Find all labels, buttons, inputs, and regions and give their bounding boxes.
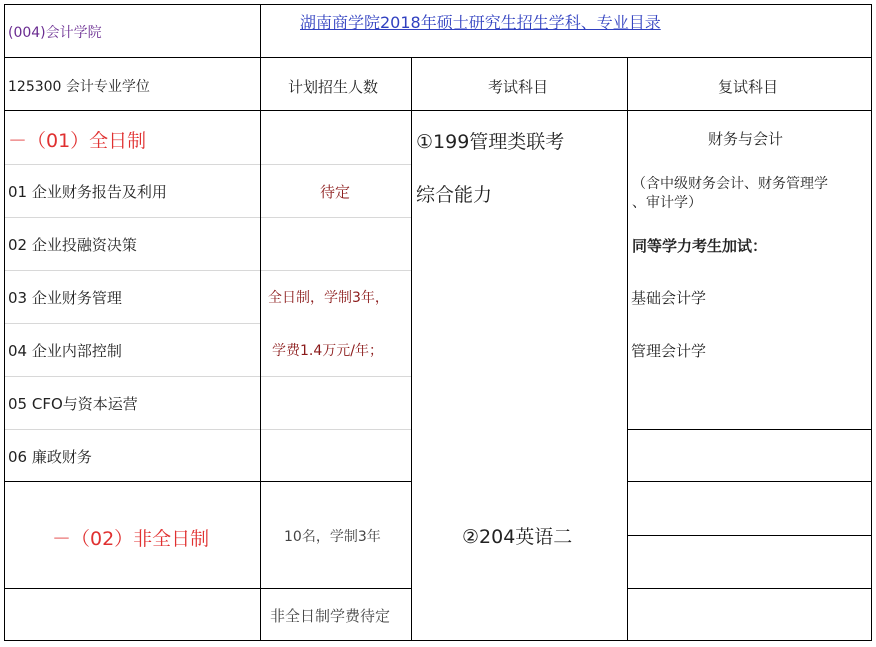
part-time-label: －（02）非全日制 — [52, 528, 210, 550]
table-border — [4, 588, 412, 589]
full-time-label: －（01）全日制 — [8, 130, 147, 152]
direction-item: 06 廉政财务 — [8, 448, 92, 466]
table-border — [4, 640, 872, 641]
table-border — [411, 57, 412, 641]
grid-line — [5, 164, 260, 165]
table-border — [4, 4, 872, 5]
plan-tuition: 学费1.4万元/年； — [272, 343, 383, 359]
direction-item: 01 企业财务报告及利用 — [8, 183, 167, 201]
retest-extra-item: 管理会计学 — [631, 342, 707, 360]
table-border — [628, 535, 872, 536]
plan-status: 待定 — [320, 183, 351, 201]
program-header: 125300 会计专业学位 — [8, 79, 150, 95]
table-border — [260, 4, 261, 641]
exam-subject-1: ①199管理类联考 — [416, 131, 565, 153]
grid-line — [5, 323, 260, 324]
retest-header: 复试科目 — [718, 78, 779, 96]
grid-line — [261, 376, 411, 377]
table-border — [627, 57, 628, 641]
plan-header: 计划招生人数 — [288, 78, 379, 96]
part-time-plan: 10名，学制3年 — [284, 529, 381, 545]
grid-line — [5, 270, 260, 271]
college-label: (004)会计学院 — [8, 25, 102, 41]
grid-line — [5, 429, 260, 430]
table-border — [628, 481, 872, 482]
direction-item: 04 企业内部控制 — [8, 342, 122, 360]
direction-item: 05 CFO与资本运营 — [8, 395, 138, 413]
table-border — [4, 481, 412, 482]
grid-line — [261, 429, 411, 430]
catalog-title-link[interactable]: 湖南商学院2018年硕士研究生招生学科、专业目录 — [300, 13, 661, 32]
grid-line — [261, 164, 411, 165]
table-border — [628, 588, 872, 589]
table-border — [628, 429, 872, 430]
plan-duration: 全日制，学制3年， — [268, 290, 389, 306]
retest-main: 财务与会计 — [708, 130, 784, 148]
exam-header: 考试科目 — [488, 78, 549, 96]
table-border — [4, 110, 872, 111]
grid-line — [5, 217, 260, 218]
retest-note: 、审计学） — [632, 195, 702, 211]
grid-line — [5, 376, 260, 377]
retest-extra-label: 同等学力考生加试： — [632, 237, 768, 255]
retest-extra-item: 基础会计学 — [631, 289, 707, 307]
part-time-tuition: 非全日制学费待定 — [270, 607, 391, 625]
exam-subject-1-cont: 综合能力 — [416, 184, 493, 206]
grid-line — [261, 217, 411, 218]
retest-note: （含中级财务会计、财务管理学 — [632, 176, 828, 192]
table-border — [4, 57, 872, 58]
direction-item: 03 企业财务管理 — [8, 289, 122, 307]
direction-item: 02 企业投融资决策 — [8, 236, 137, 254]
grid-line — [261, 270, 411, 271]
exam-subject-2: ②204英语二 — [462, 526, 573, 548]
table-border — [4, 4, 5, 641]
table-border — [871, 4, 872, 641]
